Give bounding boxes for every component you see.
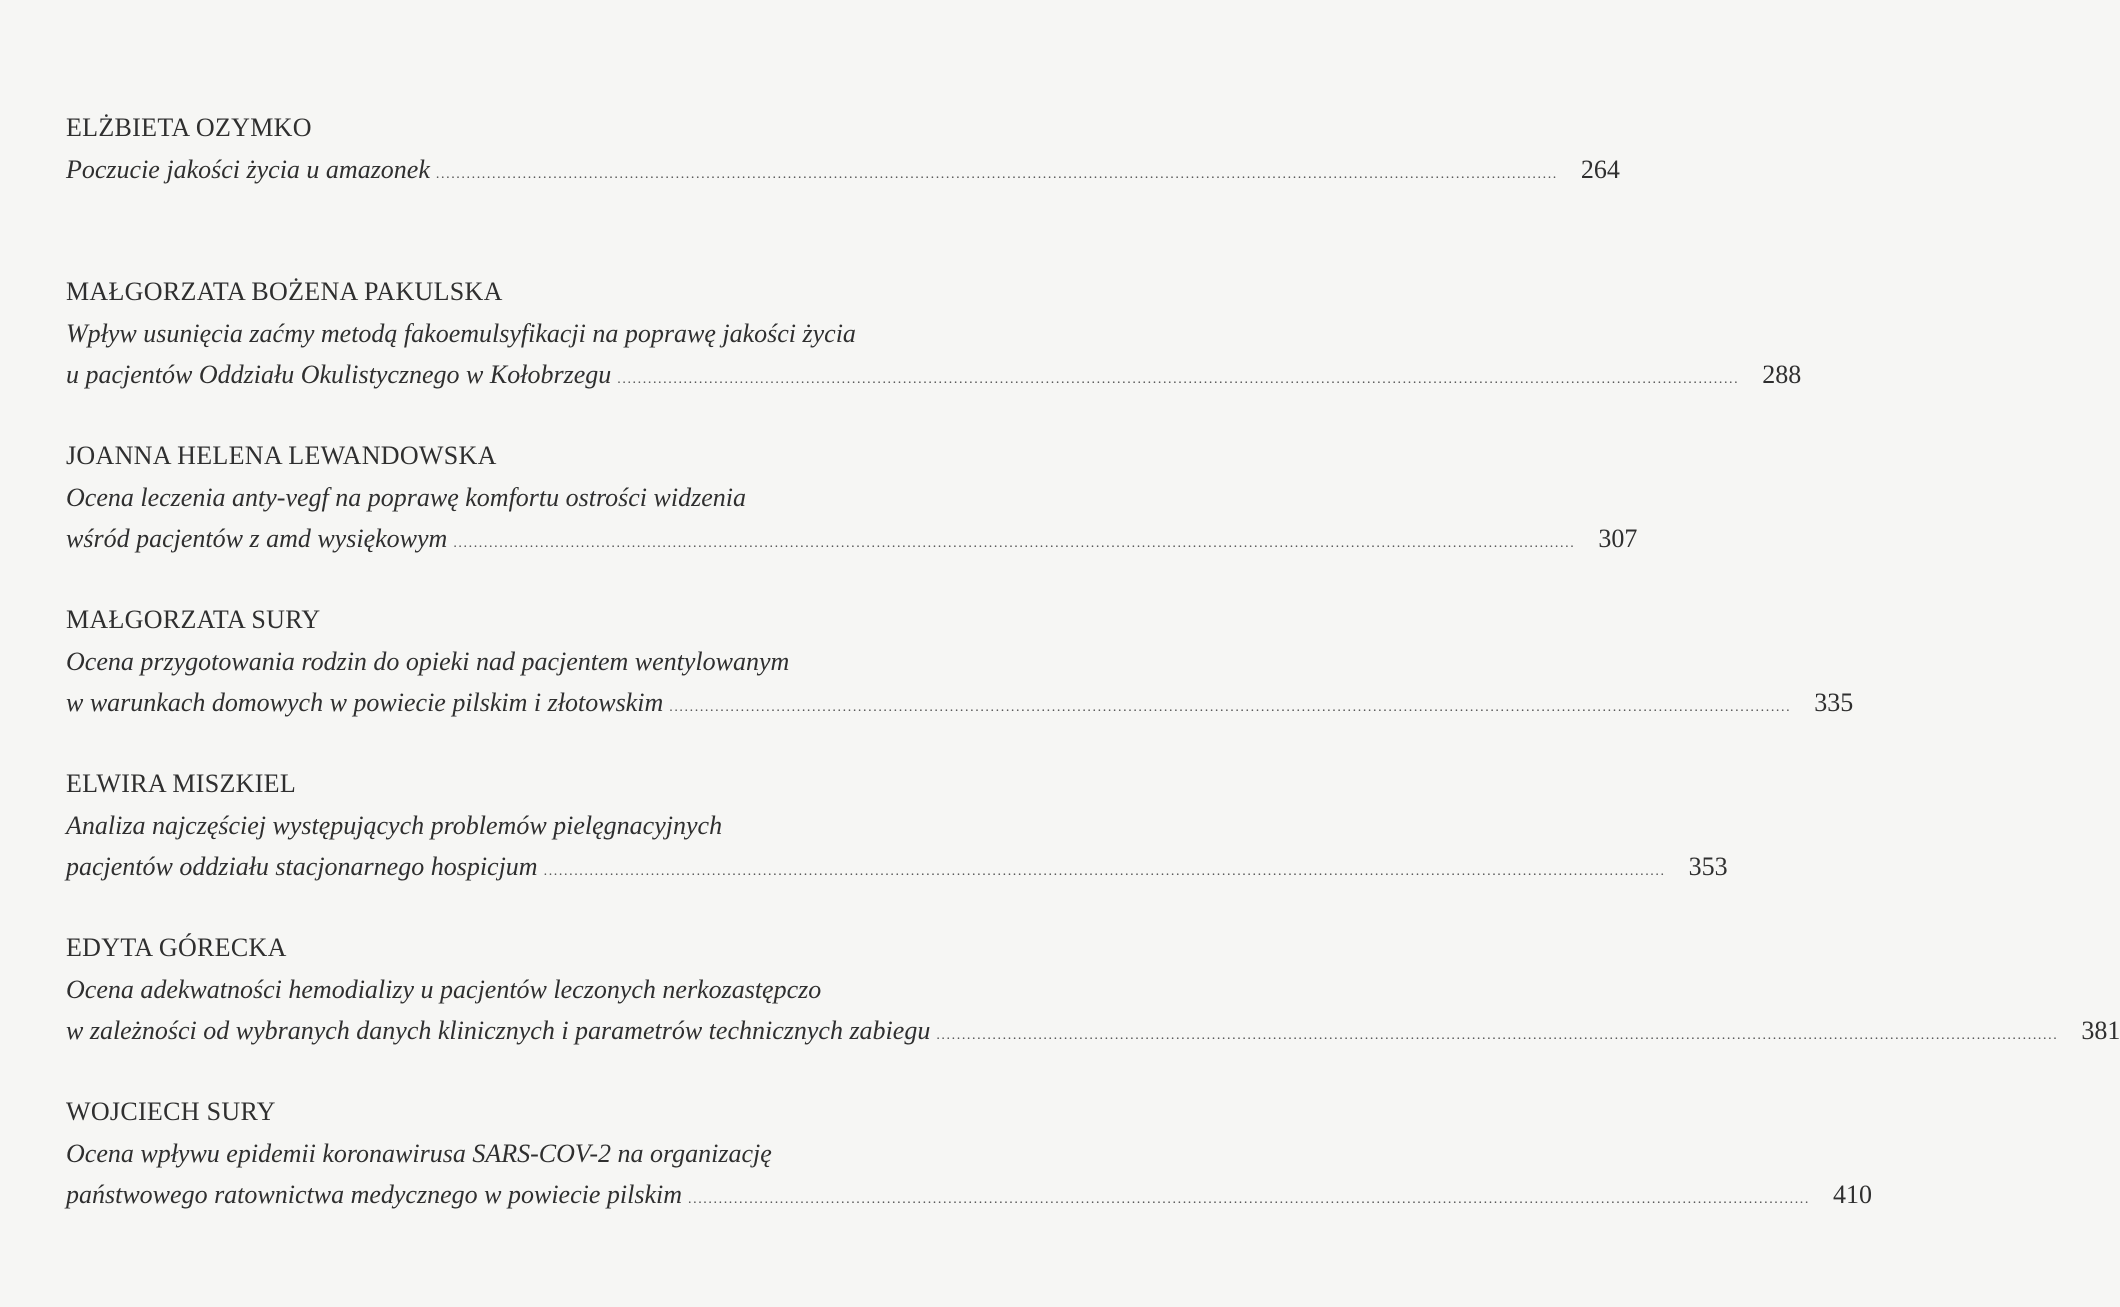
toc-entry [66,766,1728,930]
entry-page-number: 381 [2081,1016,2120,1045]
entry-title: państwowego ratownictwa medycznego w powiecie pilskim [66,1180,682,1209]
entry-author: MAŁGORZATA SURY [66,605,321,634]
entry-title: w zależności od wybranych danych klinicznych i parametrów technicznych zabiegu [66,1016,931,1045]
entry-author: WOJCIECH SURY [66,1097,276,1126]
entry-page-number: 288 [1762,360,1802,389]
dot-leader: ............................................................................................................................................................................................................................ [617,372,1740,387]
toc-entry [66,438,1638,602]
entry-title-last-line[interactable] [66,1175,1872,1216]
toc-entry [66,1094,1872,1258]
entry-title-last-line[interactable] [66,847,1728,888]
entry-page-number: 307 [1598,524,1638,553]
entry-title-last-line[interactable] [66,150,1620,191]
entry-title: u pacjentów Oddziału Okulistycznego w Kołobrzegu [66,360,612,389]
entry-title: Poczucie jakości życia u amazonek [66,155,430,184]
entry-title-line: Analiza najczęściej występujących problemów pielęgnacyjnych [66,811,723,840]
dot-leader: ............................................................................................................................................................................................................................ [669,700,1792,715]
entry-author: MAŁGORZATA BOŻENA PAKULSKA [66,277,503,306]
entry-title-line: Ocena leczenia anty-vegf na poprawę komfortu ostrości widzenia [66,483,746,512]
toc-entry [66,274,1802,438]
dot-leader: ............................................................................................................................................................................................................................ [688,1192,1810,1207]
dot-leader: ............................................................................................................................................................................................................................ [453,536,1576,551]
entry-page-number: 335 [1814,688,1854,717]
entry-author: EDYTA GÓRECKA [66,933,287,962]
entry-title-line: Ocena wpływu epidemii koronawirusa SARS-COV-2 na organizację [66,1139,772,1168]
toc-entry [66,930,2120,1094]
entry-title-line: Wpływ usunięcia zaćmy metodą fakoemulsyfikacji na poprawę jakości życia [66,319,856,348]
entry-author: JOANNA HELENA LEWANDOWSKA [66,441,497,470]
entry-author: ELWIRA MISZKIEL [66,769,297,798]
entry-title: pacjentów oddziału stacjonarnego hospicjum [66,852,538,881]
entry-page-number: 410 [1833,1180,1872,1209]
entry-title-last-line[interactable] [66,355,1802,396]
toc-entry [66,602,1854,766]
table-of-contents [66,110,2120,1258]
dot-leader: ............................................................................................................................................................................................................................ [543,864,1666,879]
entry-title-line: Ocena przygotowania rodzin do opieki nad pacjentem wentylowanym [66,647,790,676]
entry-title-last-line[interactable] [66,1011,2120,1052]
entry-title-last-line[interactable] [66,683,1854,724]
toc-entry [66,110,1620,274]
entry-page-number: 353 [1688,852,1728,881]
dot-leader: ............................................................................................................................................................................................................................ [435,167,1558,182]
entry-title-last-line[interactable] [66,519,1638,560]
entry-title: wśród pacjentów z amd wysiękowym [66,524,448,553]
entry-title: w warunkach domowych w powiecie pilskim i złotowskim [66,688,664,717]
entry-author: ELŻBIETA OZYMKO [66,113,312,142]
entry-page-number: 264 [1580,155,1620,184]
dot-leader: ............................................................................................................................................................................................................................ [936,1028,2059,1043]
entry-title-line: Ocena adekwatności hemodializy u pacjentów leczonych nerkozastępczo [66,975,822,1004]
